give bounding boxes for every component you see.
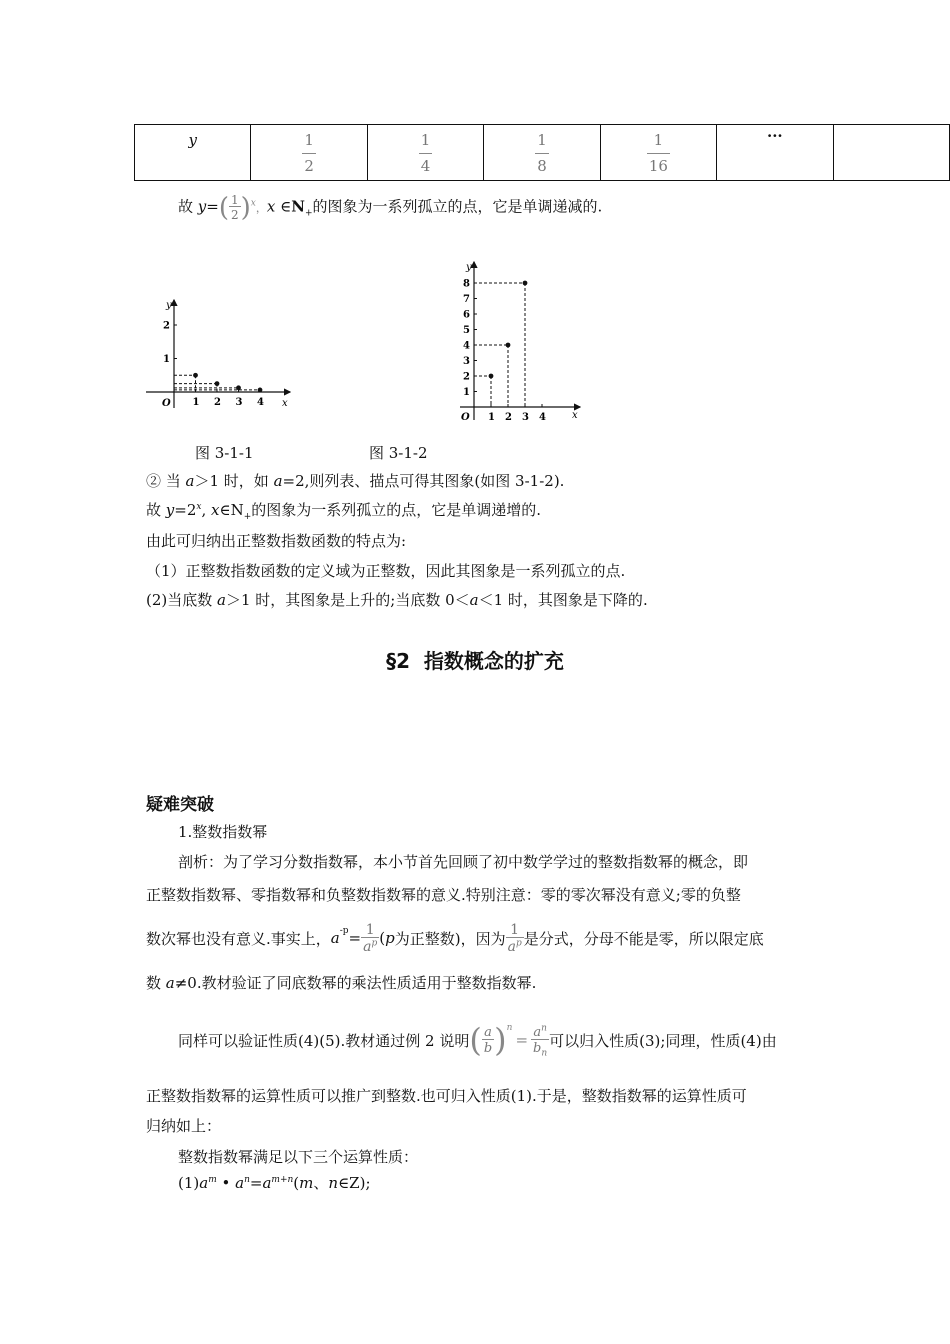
case2-line: ② 当 a＞1 时，如 a=2,则列表、描点可得其图象(如图 3-1-2). bbox=[146, 472, 565, 490]
property-1: $(1)a^m$ • $a^n=a^{m+n}(m$、n∈Z); bbox=[178, 1174, 371, 1192]
x-tick-label: 3 bbox=[522, 412, 529, 423]
section-title: §2 指数概念的扩充 bbox=[386, 649, 564, 673]
table-cell bbox=[251, 125, 367, 181]
summary-line: 由此可归纳出正整数指数函数的特点为: bbox=[146, 532, 407, 550]
data-point bbox=[258, 388, 263, 393]
ellipsis: ··· bbox=[766, 127, 783, 145]
fraction: $\frac{a^n}{b_n}$ bbox=[533, 1023, 548, 1059]
analysis-p5: 同样可以验证性质(4)(5).教材通过例 2 说明 ( $\frac{a}{b}$ ) $^n$ = $\frac{a^n}{b_n}$ 可以归入性质(3);同理，性质(4)由 bbox=[178, 1021, 777, 1059]
y-tick-label: 2 bbox=[163, 320, 170, 332]
table-cell bbox=[717, 125, 833, 181]
analysis-p7: 归纳如上： bbox=[146, 1117, 222, 1135]
axis-label-y: y bbox=[166, 300, 172, 311]
fraction: $\frac{1}{8}$ bbox=[537, 131, 547, 175]
origin-label: O bbox=[461, 412, 470, 423]
fraction: $\frac{1}{a^p}$ bbox=[507, 921, 522, 955]
x-tick-label: 1 bbox=[192, 397, 200, 408]
data-point bbox=[489, 374, 494, 379]
row-label: y bbox=[188, 131, 197, 149]
data-point bbox=[193, 373, 198, 378]
item-title: 1.整数指数幂 bbox=[178, 823, 268, 841]
y-tick-label: 4 bbox=[463, 340, 470, 352]
x-tick-label: 1 bbox=[488, 412, 495, 423]
fraction: $\frac{1}{a^p}$ bbox=[363, 921, 378, 955]
table-cell bbox=[600, 125, 716, 181]
y-tick-label: 1 bbox=[463, 387, 470, 398]
data-point bbox=[506, 343, 511, 348]
subheading: 疑难突破 bbox=[146, 795, 214, 815]
x-tick-label: 2 bbox=[214, 397, 221, 408]
analysis-p2: 正整数指数幂、零指数幂和负整数指数幂的意义.特别注意：零的零次幂没有意义;零的负整 bbox=[146, 886, 741, 904]
y-tick-label: 5 bbox=[463, 325, 470, 336]
point-2: (2)当底数 a＞1 时，其图象是上升的;当底数 0＜a＜1 时，其图象是下降的. bbox=[146, 591, 648, 609]
y-tick-label: 2 bbox=[463, 371, 470, 383]
y-tick-label: 8 bbox=[463, 278, 470, 290]
fraction: $\frac{1}{4}$ bbox=[420, 131, 431, 175]
data-point bbox=[215, 381, 220, 386]
analysis-p4: 数 a≠0.教材验证了同底数幂的乘法性质适用于整数指数幂. bbox=[146, 974, 537, 992]
axis-label-x: x bbox=[282, 398, 288, 409]
values-table bbox=[134, 124, 950, 181]
analysis-p8: 整数指数幂满足以下三个运算性质： bbox=[178, 1148, 419, 1166]
table-cell bbox=[367, 125, 483, 181]
fraction: $\frac{1}{16}$ bbox=[648, 131, 668, 175]
data-point bbox=[523, 281, 528, 286]
y-tick-label: 1 bbox=[163, 354, 170, 365]
fraction: $\frac{a}{b}$ bbox=[483, 1024, 493, 1056]
axis-label-x: x bbox=[572, 410, 578, 421]
figure-caption-2: 图 3-1-2 bbox=[369, 444, 428, 462]
x-tick-label: 3 bbox=[235, 397, 243, 408]
row-label-cell bbox=[135, 125, 251, 181]
fraction: $\frac{1}{2}$ bbox=[304, 131, 314, 175]
y-tick-label: 7 bbox=[463, 294, 470, 305]
table-row bbox=[135, 125, 950, 181]
conclusion-line-2: 故 $y=2^x$, $x\in N_+$的图象为一系列孤立的点，它是单调递增的. bbox=[146, 501, 542, 522]
y-tick-label: 6 bbox=[463, 309, 470, 321]
figure-3-1-1 bbox=[140, 296, 300, 414]
x-tick-label: 4 bbox=[257, 397, 264, 408]
analysis-p6: 正整数指数幂的运算性质可以推广到整数.也可归入性质(1).于是，整数指数幂的运算性质可 bbox=[146, 1087, 747, 1105]
table-cell bbox=[484, 125, 600, 181]
axis-label-y: y bbox=[466, 262, 472, 273]
figure-3-1-2 bbox=[448, 258, 588, 426]
x-tick-label: 2 bbox=[505, 412, 512, 423]
analysis-p1: 剖析：为了学习分数指数幂，本小节首先回顾了初中数学学过的整数指数幂的概念，即 bbox=[178, 853, 749, 871]
conclusion-line-1: 故 y=( $\frac{1}{2}$ )$^x$，x $\in N_+$的图象为一系列孤立的点，它是单调递减的. bbox=[178, 192, 603, 223]
point-1: （1）正整数指数函数的定义域为正整数，因此其图象是一系列孤立的点. bbox=[146, 562, 626, 580]
table-cell-empty bbox=[833, 125, 949, 181]
figure-caption-1: 图 3-1-1 bbox=[195, 444, 254, 462]
y-tick-label: 3 bbox=[463, 356, 470, 367]
fraction: $\frac{1}{2}$ bbox=[231, 193, 239, 222]
analysis-p3: 数次幂也没有意义.事实上， a $^{-p}$ = $\frac{1}{a^p}$ ( p 为正整数)，因为 $\frac{1}{a^p}$ 是分式，分母不能是零，所以限定底 bbox=[146, 921, 764, 955]
x-tick-label: 4 bbox=[539, 412, 546, 423]
origin-label: O bbox=[162, 398, 171, 409]
